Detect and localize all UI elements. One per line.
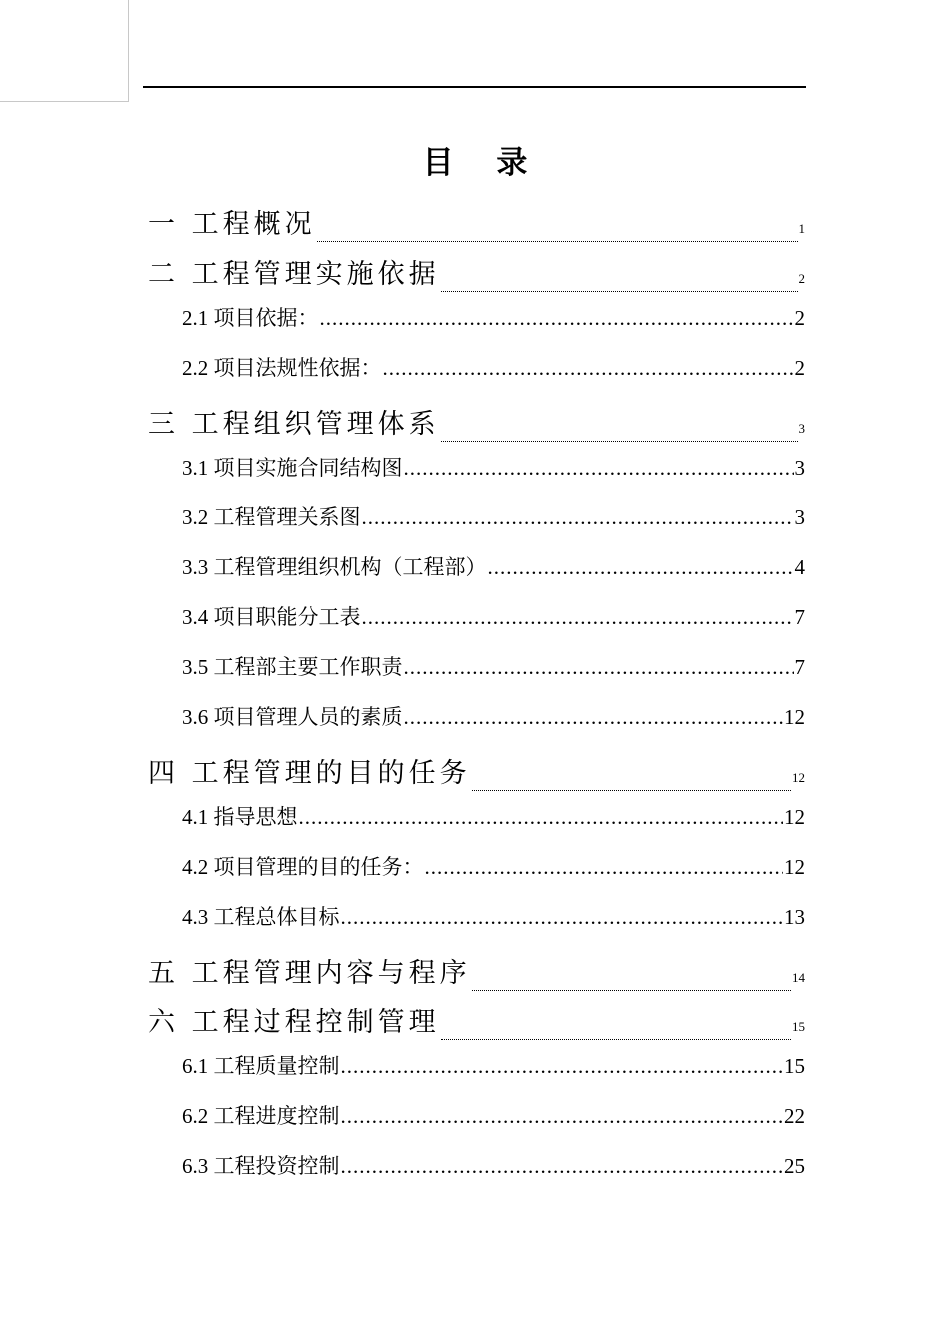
toc-dot-leader <box>341 905 784 930</box>
toc-page-number: 12 <box>792 769 805 785</box>
toc-entry-label: 3.5 工程部主要工作职责 <box>182 655 403 680</box>
toc-entry[interactable] <box>182 452 805 502</box>
toc-entry-label: 三 工程组织管理体系 <box>148 408 440 440</box>
toc-entry-label: 一 工程概况 <box>148 209 316 240</box>
toc-dot-leader <box>441 1039 791 1040</box>
toc-entry-label: 4.3 工程总体目标 <box>182 904 340 929</box>
toc-entry[interactable] <box>148 1000 805 1050</box>
toc-entry-label: 3.6 项目管理人员的素质 <box>182 705 403 729</box>
toc-page-number: 13 <box>784 904 805 929</box>
toc-page-number: 3 <box>798 420 805 436</box>
toc-dot-leader <box>472 990 791 991</box>
toc-dot-leader <box>404 655 794 680</box>
toc-entry[interactable] <box>182 1150 805 1200</box>
toc-page-number: 3 <box>794 505 805 530</box>
toc-entry[interactable] <box>148 252 805 302</box>
toc-page-number: 3 <box>794 455 805 480</box>
toc-entry-label: 4.1 指导思想 <box>182 804 298 829</box>
toc-dot-leader <box>341 1054 784 1079</box>
toc-dot-leader <box>472 790 791 791</box>
toc-page-number: 14 <box>792 969 805 985</box>
toc-entry[interactable] <box>182 851 805 901</box>
toc-entry-label: 6.3 工程投资控制 <box>182 1154 340 1179</box>
toc-page-number: 1 <box>798 221 805 236</box>
toc-entry-label: 五 工程管理内容与程序 <box>148 957 471 989</box>
toc-page-number: 7 <box>794 655 805 680</box>
toc-dot-leader <box>488 555 794 580</box>
toc-entry[interactable] <box>182 551 805 601</box>
toc-entry[interactable] <box>182 901 805 951</box>
toc-entry[interactable] <box>182 701 805 751</box>
toc-dot-leader <box>383 356 794 381</box>
toc-entry-label: 2.2 项目法规性依据： <box>182 355 382 380</box>
toc-page-number: 12 <box>784 705 805 729</box>
toc-entry[interactable] <box>182 801 805 851</box>
toc-entry-label: 3.2 工程管理关系图 <box>182 505 361 530</box>
toc-entry[interactable] <box>182 1100 805 1150</box>
toc-entry-label: 六 工程过程控制管理 <box>148 1007 440 1039</box>
toc-entry-label: 6.1 工程质量控制 <box>182 1054 340 1079</box>
toc-dot-leader <box>362 605 794 630</box>
toc-entry[interactable] <box>182 352 805 402</box>
toc-entry[interactable] <box>148 751 805 801</box>
toc-page-number: 2 <box>794 305 805 330</box>
toc-page-number: 12 <box>784 804 805 829</box>
toc-entry-label: 2.1 项目依据： <box>182 305 319 330</box>
toc-entry-label: 3.4 项目职能分工表 <box>182 605 361 630</box>
toc-entry[interactable] <box>148 402 805 452</box>
toc-dot-leader <box>404 456 794 481</box>
toc-entry-label: 3.1 项目实施合同结构图 <box>182 455 403 480</box>
toc-entry[interactable] <box>148 202 805 252</box>
toc-dot-leader <box>341 1154 784 1179</box>
toc-dot-leader <box>299 805 784 830</box>
toc-page-number: 22 <box>784 1104 805 1129</box>
toc-page-number: 4 <box>794 555 805 580</box>
toc-entry-label: 四 工程管理的目的任务 <box>148 757 471 789</box>
toc-dot-leader <box>320 306 794 331</box>
toc-entry-label: 6.2 工程进度控制 <box>182 1104 340 1129</box>
toc-page-number: 2 <box>798 270 805 286</box>
toc-dot-leader <box>341 1104 784 1129</box>
toc-page-number: 12 <box>784 854 805 879</box>
toc-page-number: 15 <box>784 1054 805 1079</box>
toc-dot-leader <box>362 505 794 530</box>
toc-dot-leader <box>425 855 784 880</box>
toc-dot-leader <box>441 441 798 442</box>
toc-entry[interactable] <box>182 651 805 701</box>
toc-page-number: 7 <box>794 605 805 630</box>
toc-entry[interactable] <box>182 501 805 551</box>
toc-dot-leader <box>404 705 784 730</box>
toc-page-number: 2 <box>794 355 805 380</box>
toc-page-number: 25 <box>784 1154 805 1179</box>
toc-title: 目 录 <box>422 145 544 181</box>
toc-entry[interactable] <box>182 601 805 651</box>
toc-entry[interactable] <box>182 302 805 352</box>
toc-entry-label: 3.3 工程管理组织机构（工程部） <box>182 555 487 580</box>
toc-page-number: 15 <box>792 1019 805 1035</box>
toc-dot-leader <box>441 291 798 292</box>
toc-entry-label: 二 工程管理实施依据 <box>148 258 440 290</box>
toc-entry[interactable] <box>182 1050 805 1100</box>
toc-dot-leader <box>317 241 798 242</box>
toc-entry-label: 4.2 项目管理的目的任务： <box>182 854 424 879</box>
toc-entry[interactable] <box>148 951 805 1001</box>
